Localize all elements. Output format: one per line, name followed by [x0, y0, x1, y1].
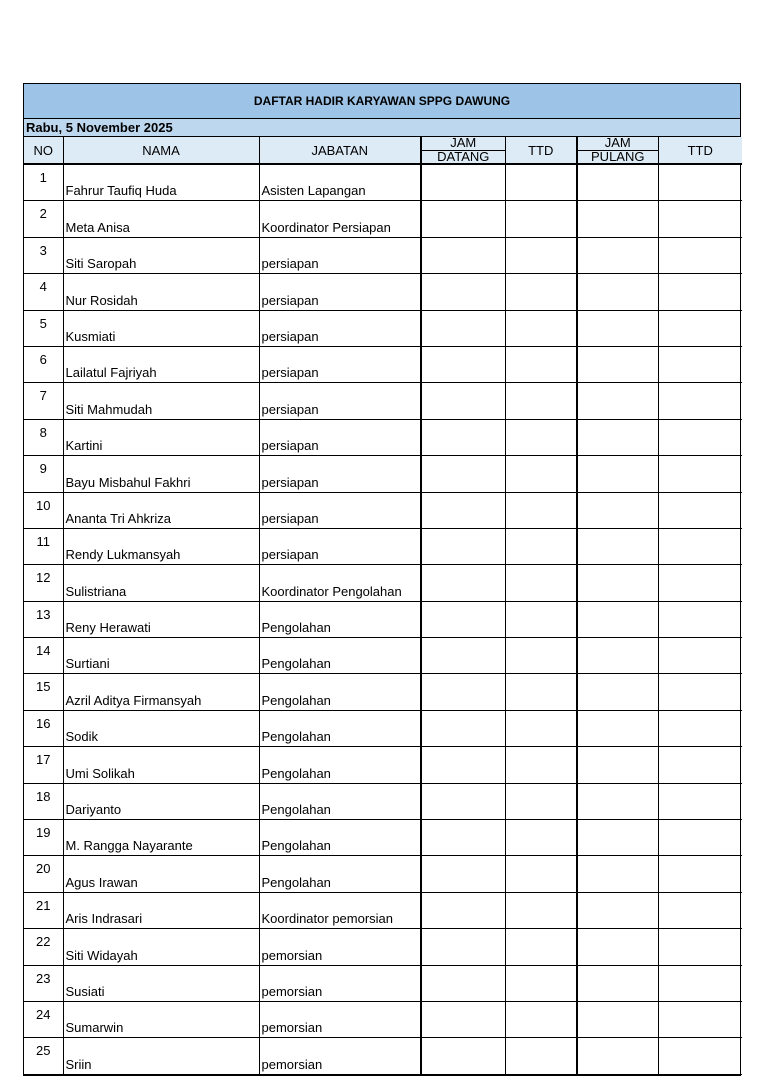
row-jam-pulang-cell[interactable] [577, 492, 658, 528]
row-ttd-datang-cell[interactable] [505, 456, 577, 492]
table-row [24, 1038, 742, 1074]
row-jam-pulang-cell[interactable] [577, 528, 658, 564]
row-jabatan: Asisten Lapangan [259, 164, 421, 201]
row-ttd-pulang-cell[interactable] [658, 164, 742, 201]
row-ttd-pulang-cell[interactable] [658, 310, 742, 346]
row-jabatan: persiapan [259, 528, 421, 564]
row-nama: Ananta Tri Ahkriza [63, 492, 259, 528]
row-nama: Fahrur Taufiq Huda [63, 164, 259, 201]
row-jam-pulang-cell[interactable] [577, 310, 658, 346]
row-jam-pulang-cell[interactable] [577, 965, 658, 1001]
table-row [24, 346, 742, 382]
row-ttd-datang-cell[interactable] [505, 565, 577, 601]
row-jam-pulang-cell[interactable] [577, 237, 658, 273]
row-jabatan: pemorsian [259, 929, 421, 965]
row-no: 20 [24, 856, 63, 892]
table-row [24, 237, 742, 273]
row-no: 19 [24, 820, 63, 856]
row-no: 14 [24, 638, 63, 674]
row-ttd-pulang-cell[interactable] [658, 892, 742, 928]
row-no: 1 [24, 164, 63, 201]
table-row [24, 929, 742, 965]
row-jam-datang-cell[interactable] [421, 383, 505, 419]
row-no: 11 [24, 528, 63, 564]
row-nama: Sriin [63, 1038, 259, 1074]
header-jam-datang [421, 137, 505, 164]
row-ttd-datang-cell[interactable] [505, 528, 577, 564]
row-no: 21 [24, 892, 63, 928]
row-ttd-pulang-cell[interactable] [658, 856, 742, 892]
row-jam-datang-cell[interactable] [421, 638, 505, 674]
row-nama: Sodik [63, 710, 259, 746]
row-ttd-pulang-cell[interactable] [658, 201, 742, 237]
row-jam-datang-cell[interactable] [421, 856, 505, 892]
attendance-sheet [23, 83, 741, 1076]
row-no: 18 [24, 783, 63, 819]
row-nama: Reny Herawati [63, 601, 259, 637]
row-ttd-datang-cell[interactable] [505, 820, 577, 856]
row-jam-pulang-cell[interactable] [577, 1001, 658, 1037]
row-jam-datang-cell[interactable] [421, 201, 505, 237]
row-jam-datang-cell[interactable] [421, 419, 505, 455]
row-ttd-pulang-cell[interactable] [658, 674, 742, 710]
table-row [24, 492, 742, 528]
row-jabatan: Koordinator Pengolahan [259, 565, 421, 601]
row-jam-pulang-cell[interactable] [577, 929, 658, 965]
row-no: 16 [24, 710, 63, 746]
table-row [24, 419, 742, 455]
header-ttd-datang: TTD [505, 137, 577, 164]
row-jabatan: pemorsian [259, 1038, 421, 1074]
row-jam-pulang-cell[interactable] [577, 1038, 658, 1074]
row-jam-pulang-cell[interactable] [577, 346, 658, 382]
row-nama: Kusmiati [63, 310, 259, 346]
row-ttd-pulang-cell[interactable] [658, 274, 742, 310]
row-no: 22 [24, 929, 63, 965]
row-jam-datang-cell[interactable] [421, 783, 505, 819]
row-jabatan: persiapan [259, 274, 421, 310]
row-ttd-pulang-cell[interactable] [658, 1038, 742, 1074]
row-nama: Bayu Misbahul Fakhri [63, 456, 259, 492]
row-jabatan: pemorsian [259, 1001, 421, 1037]
row-jam-datang-cell[interactable] [421, 820, 505, 856]
row-no: 13 [24, 601, 63, 637]
row-jabatan: Pengolahan [259, 820, 421, 856]
table-row [24, 1001, 742, 1037]
row-ttd-pulang-cell[interactable] [658, 601, 742, 637]
row-no: 9 [24, 456, 63, 492]
row-jam-datang-cell[interactable] [421, 346, 505, 382]
row-nama: Siti Widayah [63, 929, 259, 965]
row-ttd-datang-cell[interactable] [505, 1001, 577, 1037]
row-jabatan: persiapan [259, 310, 421, 346]
table-row [24, 383, 742, 419]
table-row [24, 601, 742, 637]
row-jam-pulang-cell[interactable] [577, 456, 658, 492]
header-jam-datang-bottom: DATANG [422, 150, 505, 164]
row-no: 24 [24, 1001, 63, 1037]
row-ttd-datang-cell[interactable] [505, 638, 577, 674]
table-row [24, 710, 742, 746]
row-nama: Lailatul Fajriyah [63, 346, 259, 382]
row-jam-pulang-cell[interactable] [577, 383, 658, 419]
row-jam-pulang-cell[interactable] [577, 565, 658, 601]
row-jabatan: Pengolahan [259, 638, 421, 674]
row-jabatan: Koordinator pemorsian [259, 892, 421, 928]
row-jam-datang-cell[interactable] [421, 237, 505, 273]
table-row [24, 674, 742, 710]
row-jam-datang-cell[interactable] [421, 492, 505, 528]
row-nama: Sulistriana [63, 565, 259, 601]
row-ttd-pulang-cell[interactable] [658, 237, 742, 273]
row-jam-pulang-cell[interactable] [577, 201, 658, 237]
row-jam-datang-cell[interactable] [421, 528, 505, 564]
row-ttd-pulang-cell[interactable] [658, 492, 742, 528]
row-no: 5 [24, 310, 63, 346]
row-jam-datang-cell[interactable] [421, 965, 505, 1001]
row-nama: Susiati [63, 965, 259, 1001]
row-nama: Sumarwin [63, 1001, 259, 1037]
row-jabatan: Pengolahan [259, 856, 421, 892]
row-nama: M. Rangga Nayarante [63, 820, 259, 856]
header-jam-pulang-bottom: PULANG [578, 150, 658, 164]
row-ttd-datang-cell[interactable] [505, 274, 577, 310]
row-ttd-datang-cell[interactable] [505, 383, 577, 419]
header-jam-pulang [577, 137, 658, 164]
row-ttd-pulang-cell[interactable] [658, 929, 742, 965]
row-ttd-datang-cell[interactable] [505, 674, 577, 710]
row-nama: Siti Mahmudah [63, 383, 259, 419]
row-jabatan: persiapan [259, 237, 421, 273]
header-no: NO [24, 137, 63, 164]
row-no: 2 [24, 201, 63, 237]
row-ttd-datang-cell[interactable] [505, 492, 577, 528]
row-jam-pulang-cell[interactable] [577, 638, 658, 674]
row-no: 8 [24, 419, 63, 455]
row-no: 4 [24, 274, 63, 310]
header-ttd-pulang: TTD [658, 137, 742, 164]
table-row [24, 565, 742, 601]
attendance-table [24, 137, 742, 1075]
table-row [24, 274, 742, 310]
row-ttd-datang-cell[interactable] [505, 856, 577, 892]
table-row [24, 747, 742, 783]
row-jam-pulang-cell[interactable] [577, 164, 658, 201]
row-jam-datang-cell[interactable] [421, 747, 505, 783]
row-ttd-pulang-cell[interactable] [658, 528, 742, 564]
row-jabatan: persiapan [259, 383, 421, 419]
row-jabatan: Pengolahan [259, 783, 421, 819]
table-row [24, 965, 742, 1001]
table-row [24, 820, 742, 856]
row-jam-datang-cell[interactable] [421, 274, 505, 310]
row-no: 12 [24, 565, 63, 601]
header-jam-datang-top: JAM [450, 135, 477, 151]
table-row [24, 201, 742, 237]
row-ttd-datang-cell[interactable] [505, 929, 577, 965]
row-ttd-pulang-cell[interactable] [658, 346, 742, 382]
row-ttd-datang-cell[interactable] [505, 419, 577, 455]
row-ttd-datang-cell[interactable] [505, 783, 577, 819]
header-jam-pulang-top: JAM [604, 135, 631, 151]
row-no: 3 [24, 237, 63, 273]
table-row [24, 164, 742, 201]
row-nama: Umi Solikah [63, 747, 259, 783]
row-nama: Surtiani [63, 638, 259, 674]
row-jam-pulang-cell[interactable] [577, 419, 658, 455]
row-jam-datang-cell[interactable] [421, 929, 505, 965]
row-ttd-pulang-cell[interactable] [658, 383, 742, 419]
row-ttd-pulang-cell[interactable] [658, 820, 742, 856]
row-ttd-pulang-cell[interactable] [658, 419, 742, 455]
row-ttd-pulang-cell[interactable] [658, 710, 742, 746]
row-ttd-datang-cell[interactable] [505, 237, 577, 273]
row-ttd-datang-cell[interactable] [505, 346, 577, 382]
row-ttd-pulang-cell[interactable] [658, 1001, 742, 1037]
row-jabatan: persiapan [259, 456, 421, 492]
table-row [24, 892, 742, 928]
table-row [24, 783, 742, 819]
row-nama: Meta Anisa [63, 201, 259, 237]
attendance-rows [24, 164, 742, 1074]
row-jam-datang-cell[interactable] [421, 565, 505, 601]
row-ttd-datang-cell[interactable] [505, 201, 577, 237]
row-jam-datang-cell[interactable] [421, 892, 505, 928]
row-no: 7 [24, 383, 63, 419]
row-no: 10 [24, 492, 63, 528]
row-jam-datang-cell[interactable] [421, 456, 505, 492]
row-ttd-pulang-cell[interactable] [658, 783, 742, 819]
row-jam-pulang-cell[interactable] [577, 820, 658, 856]
row-jabatan: persiapan [259, 492, 421, 528]
row-jam-pulang-cell[interactable] [577, 674, 658, 710]
row-nama: Aris Indrasari [63, 892, 259, 928]
row-no: 15 [24, 674, 63, 710]
header-jabatan: JABATAN [259, 137, 421, 164]
row-nama: Rendy Lukmansyah [63, 528, 259, 564]
row-jabatan: Pengolahan [259, 710, 421, 746]
row-jam-datang-cell[interactable] [421, 1038, 505, 1074]
row-ttd-datang-cell[interactable] [505, 892, 577, 928]
row-ttd-datang-cell[interactable] [505, 747, 577, 783]
row-ttd-datang-cell[interactable] [505, 601, 577, 637]
row-ttd-pulang-cell[interactable] [658, 965, 742, 1001]
row-nama: Nur Rosidah [63, 274, 259, 310]
row-no: 6 [24, 346, 63, 382]
table-row [24, 456, 742, 492]
row-ttd-datang-cell[interactable] [505, 1038, 577, 1074]
row-jabatan: Pengolahan [259, 674, 421, 710]
row-jam-datang-cell[interactable] [421, 310, 505, 346]
header-row [24, 137, 742, 164]
row-jam-pulang-cell[interactable] [577, 892, 658, 928]
table-row [24, 528, 742, 564]
row-jam-pulang-cell[interactable] [577, 856, 658, 892]
row-jam-datang-cell[interactable] [421, 710, 505, 746]
row-jam-pulang-cell[interactable] [577, 274, 658, 310]
row-jabatan: Pengolahan [259, 747, 421, 783]
row-jam-datang-cell[interactable] [421, 601, 505, 637]
row-jam-pulang-cell[interactable] [577, 783, 658, 819]
row-ttd-pulang-cell[interactable] [658, 456, 742, 492]
row-nama: Kartini [63, 419, 259, 455]
row-jabatan: Koordinator Persiapan [259, 201, 421, 237]
row-ttd-datang-cell[interactable] [505, 710, 577, 746]
row-nama: Dariyanto [63, 783, 259, 819]
row-no: 23 [24, 965, 63, 1001]
row-ttd-datang-cell[interactable] [505, 965, 577, 1001]
table-row [24, 638, 742, 674]
row-jabatan: Pengolahan [259, 601, 421, 637]
row-ttd-pulang-cell[interactable] [658, 638, 742, 674]
row-ttd-datang-cell[interactable] [505, 164, 577, 201]
header-nama: NAMA [63, 137, 259, 164]
row-nama: Azril Aditya Firmansyah [63, 674, 259, 710]
row-jam-datang-cell[interactable] [421, 1001, 505, 1037]
row-no: 17 [24, 747, 63, 783]
row-ttd-pulang-cell[interactable] [658, 565, 742, 601]
row-jam-pulang-cell[interactable] [577, 601, 658, 637]
row-jam-pulang-cell[interactable] [577, 710, 658, 746]
row-jam-datang-cell[interactable] [421, 164, 505, 201]
row-ttd-datang-cell[interactable] [505, 310, 577, 346]
row-nama: Agus Irawan [63, 856, 259, 892]
row-jam-datang-cell[interactable] [421, 674, 505, 710]
row-jabatan: persiapan [259, 346, 421, 382]
table-row [24, 310, 742, 346]
row-no: 25 [24, 1038, 63, 1074]
row-jam-pulang-cell[interactable] [577, 747, 658, 783]
table-row [24, 856, 742, 892]
row-ttd-pulang-cell[interactable] [658, 747, 742, 783]
row-jabatan: pemorsian [259, 965, 421, 1001]
row-nama: Siti Saropah [63, 237, 259, 273]
sheet-date: Rabu, 5 November 2025 [24, 119, 740, 137]
sheet-title: DAFTAR HADIR KARYAWAN SPPG DAWUNG [24, 84, 740, 119]
row-jabatan: persiapan [259, 419, 421, 455]
